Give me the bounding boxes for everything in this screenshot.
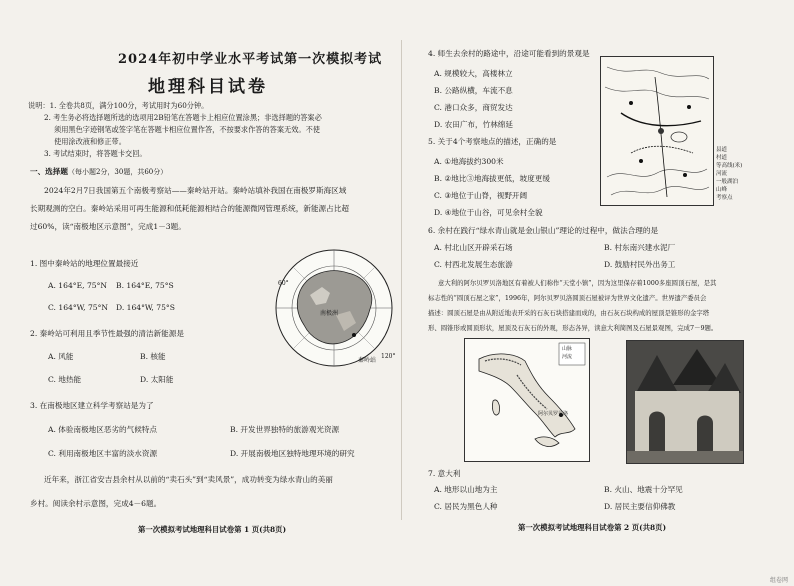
legend-item-river: 河流 — [716, 171, 728, 177]
italy-place-label: 阿尔贝罗贝洛 — [538, 411, 569, 417]
antarctica-label: 南极洲 — [320, 310, 339, 317]
station-label: 秦岭站 — [358, 357, 377, 364]
legend-item-village-road: 村道 — [716, 155, 728, 161]
q3-option-b: B. 开发世界独特的旅游观光资源 — [230, 425, 340, 434]
q4-option-d: D. 农田广布，竹林绵延 — [434, 120, 513, 129]
map-legend — [716, 146, 742, 202]
right-footer: 第一次模拟考试地理科目试卷第 2 页(共8页) — [518, 523, 667, 532]
intro3-line-1: 意大利的阿尔贝罗贝洛地区有着被人们称作“天堂小镇”，因为这里保存着1000多座圆顶石屋，是其 — [438, 279, 717, 287]
q2-option-a: A. 风能 — [48, 352, 74, 361]
village-contour-map — [601, 57, 713, 205]
left-footer: 第一次模拟考试地理科目试卷第 1 页(共8页) — [138, 525, 287, 534]
legend-item-site: 考察点 — [716, 195, 733, 201]
intro2-line-2: 乡村。阅读余村示意图，完成4－6题。 — [30, 499, 162, 508]
instruction-2b: 须用黑色字迹钢笔或签字笔在答题卡相应位置作答，不按要求作答的答案无效。不使 — [54, 125, 320, 134]
section-title: 一、选择题（每小题2分，30题，共60分） — [30, 167, 168, 176]
q5-option-a: A. ①地海拔约300米 — [434, 157, 504, 166]
q1-option-c: C. 164°W, 75°N — [48, 303, 109, 312]
q3-stem: 3. 在南极地区建立科学考察站是为了 — [30, 401, 154, 410]
q5-stem: 5. 关于4个考察地点的描述，正确的是 — [428, 137, 557, 146]
q5-option-b: B. ②地比③地海拔更低，坡度更缓 — [434, 174, 550, 183]
q6-option-d: D. 鼓励村民外出务工 — [604, 260, 676, 269]
intro-line-3: 过60%，读“南极地区示意图”，完成1－3题。 — [30, 222, 186, 231]
q7-option-b: B. 火山、地震十分罕见 — [604, 485, 683, 494]
intro3-line-4: 形、圆锥形或圆顶形状，屋顶及石灰石的外观，形态各异，读意大利简图及石屋景观图，完成7－9题。 — [428, 324, 718, 332]
q2-option-c: C. 地热能 — [48, 375, 82, 384]
q6-stem: 6. 余村在践行“绿水青山就是金山银山”理论的过程中，做法合理的是 — [428, 226, 659, 235]
q1-option-a: A. 164°E, 75°N — [48, 281, 108, 290]
q4-option-a: A. 规模较大，高楼林立 — [434, 69, 513, 78]
q1-stem: 1. 图中秦岭站的地理位置最接近 — [30, 259, 139, 268]
q6-option-c: C. 村西北发展生态旅游 — [434, 260, 513, 269]
q1-option-d: D. 164°W, 75°S — [116, 303, 175, 312]
intro3-line-2: 标志性的“圆顶石屋之家”，1996年，阿尔贝罗贝洛圆顶石屋被评为世界文化遗产。世界遗产委员会 — [428, 294, 707, 302]
italy-legend-mountain: 山脉 — [562, 346, 573, 352]
q3-option-d: D. 开展南极地区独特地理环境的研究 — [230, 449, 355, 458]
instruction-1: 说明：1. 全卷共8页，满分100分，考试用时为60分钟。 — [28, 101, 209, 110]
q5-option-d: D. ④地位于山谷，可见余村全貌 — [434, 208, 543, 217]
q7-option-a: A. 地形以山地为主 — [434, 485, 498, 494]
intro3-line-3: 描述：圆顶石屋是由从附近地表开采的石灰石块搭建而成的，由石灰石块构成的屋顶是锥形的金字塔 — [428, 309, 710, 317]
right-page — [408, 18, 794, 538]
q7-stem: 7. 意大利 — [428, 469, 461, 478]
legend-item-peak: 山峰 — [716, 187, 728, 193]
q6-option-a: A. 村北山区开辟采石场 — [434, 243, 513, 252]
italy-legend-river: 河流 — [562, 354, 573, 360]
q1-option-b: B. 164°E, 75°S — [116, 281, 174, 290]
intro2-line-1: 近年来，浙江省安吉县余村从以前的“卖石头”到“卖风景”，成功转变为绿水青山的美丽 — [44, 475, 333, 484]
exam-subtitle: 地理科目试卷 — [148, 77, 268, 97]
legend-item-county-road: 县道 — [716, 147, 728, 153]
trulli-houses-image — [627, 341, 743, 463]
q3-option-c: C. 利用南极地区丰富的淡水资源 — [48, 449, 158, 458]
watermark: 组卷网 — [769, 577, 788, 584]
q2-option-b: B. 核能 — [140, 352, 166, 361]
q4-option-c: C. 港口众多，商贸发达 — [434, 103, 513, 112]
q5-option-c: C. ③地位于山脊，视野开阔 — [434, 191, 528, 200]
intro-line-1: 2024年2月7日我国第五个南极考察站——秦岭站开站。秦岭站填补我国在南极罗斯海区域 — [44, 186, 347, 195]
q6-option-b: B. 村东南兴建水泥厂 — [604, 243, 676, 252]
q4-stem: 4. 师生去余村的路途中，沿途可能看到的景观是 — [428, 49, 590, 58]
q7-option-d: D. 居民主要信仰佛教 — [604, 502, 676, 511]
intro-line-2: 长期观测的空白。秦岭站采用可再生能源和低耗能源相结合的能源微网管理系统，新能源占比超 — [30, 204, 349, 213]
q2-option-d: D. 太阳能 — [140, 375, 174, 384]
legend-item-lake: 一般湖泊 — [716, 179, 739, 185]
trulli-photo — [626, 340, 744, 464]
left-page — [8, 18, 400, 538]
legend-item-contour: 等高线(米) — [716, 163, 743, 169]
exam-title: 2024年初中学业水平考试第一次模拟考试 — [118, 52, 383, 67]
instruction-3: 3. 考试结束时，将答题卡交回。 — [44, 149, 147, 158]
page-divider — [401, 40, 402, 520]
q4-option-b: B. 公路纵横，车流不息 — [434, 86, 513, 95]
instruction-2: 2. 考生务必将选择题所选的选项用2B铅笔在答题卡上相应位置涂黑；非选择题的答案必 — [44, 113, 322, 122]
lon-label-60: 60° — [278, 280, 289, 287]
lon-label-120: 120° — [381, 353, 396, 360]
q2-stem: 2. 秦岭站可利用且季节性最强的清洁新能源是 — [30, 329, 184, 338]
q3-option-a: A. 体验南极地区恶劣的气候特点 — [48, 425, 158, 434]
q7-option-c: C. 居民为黑色人种 — [434, 502, 498, 511]
instruction-2c: 使用涂改液和修正带。 — [54, 137, 126, 146]
village-map — [600, 56, 714, 206]
